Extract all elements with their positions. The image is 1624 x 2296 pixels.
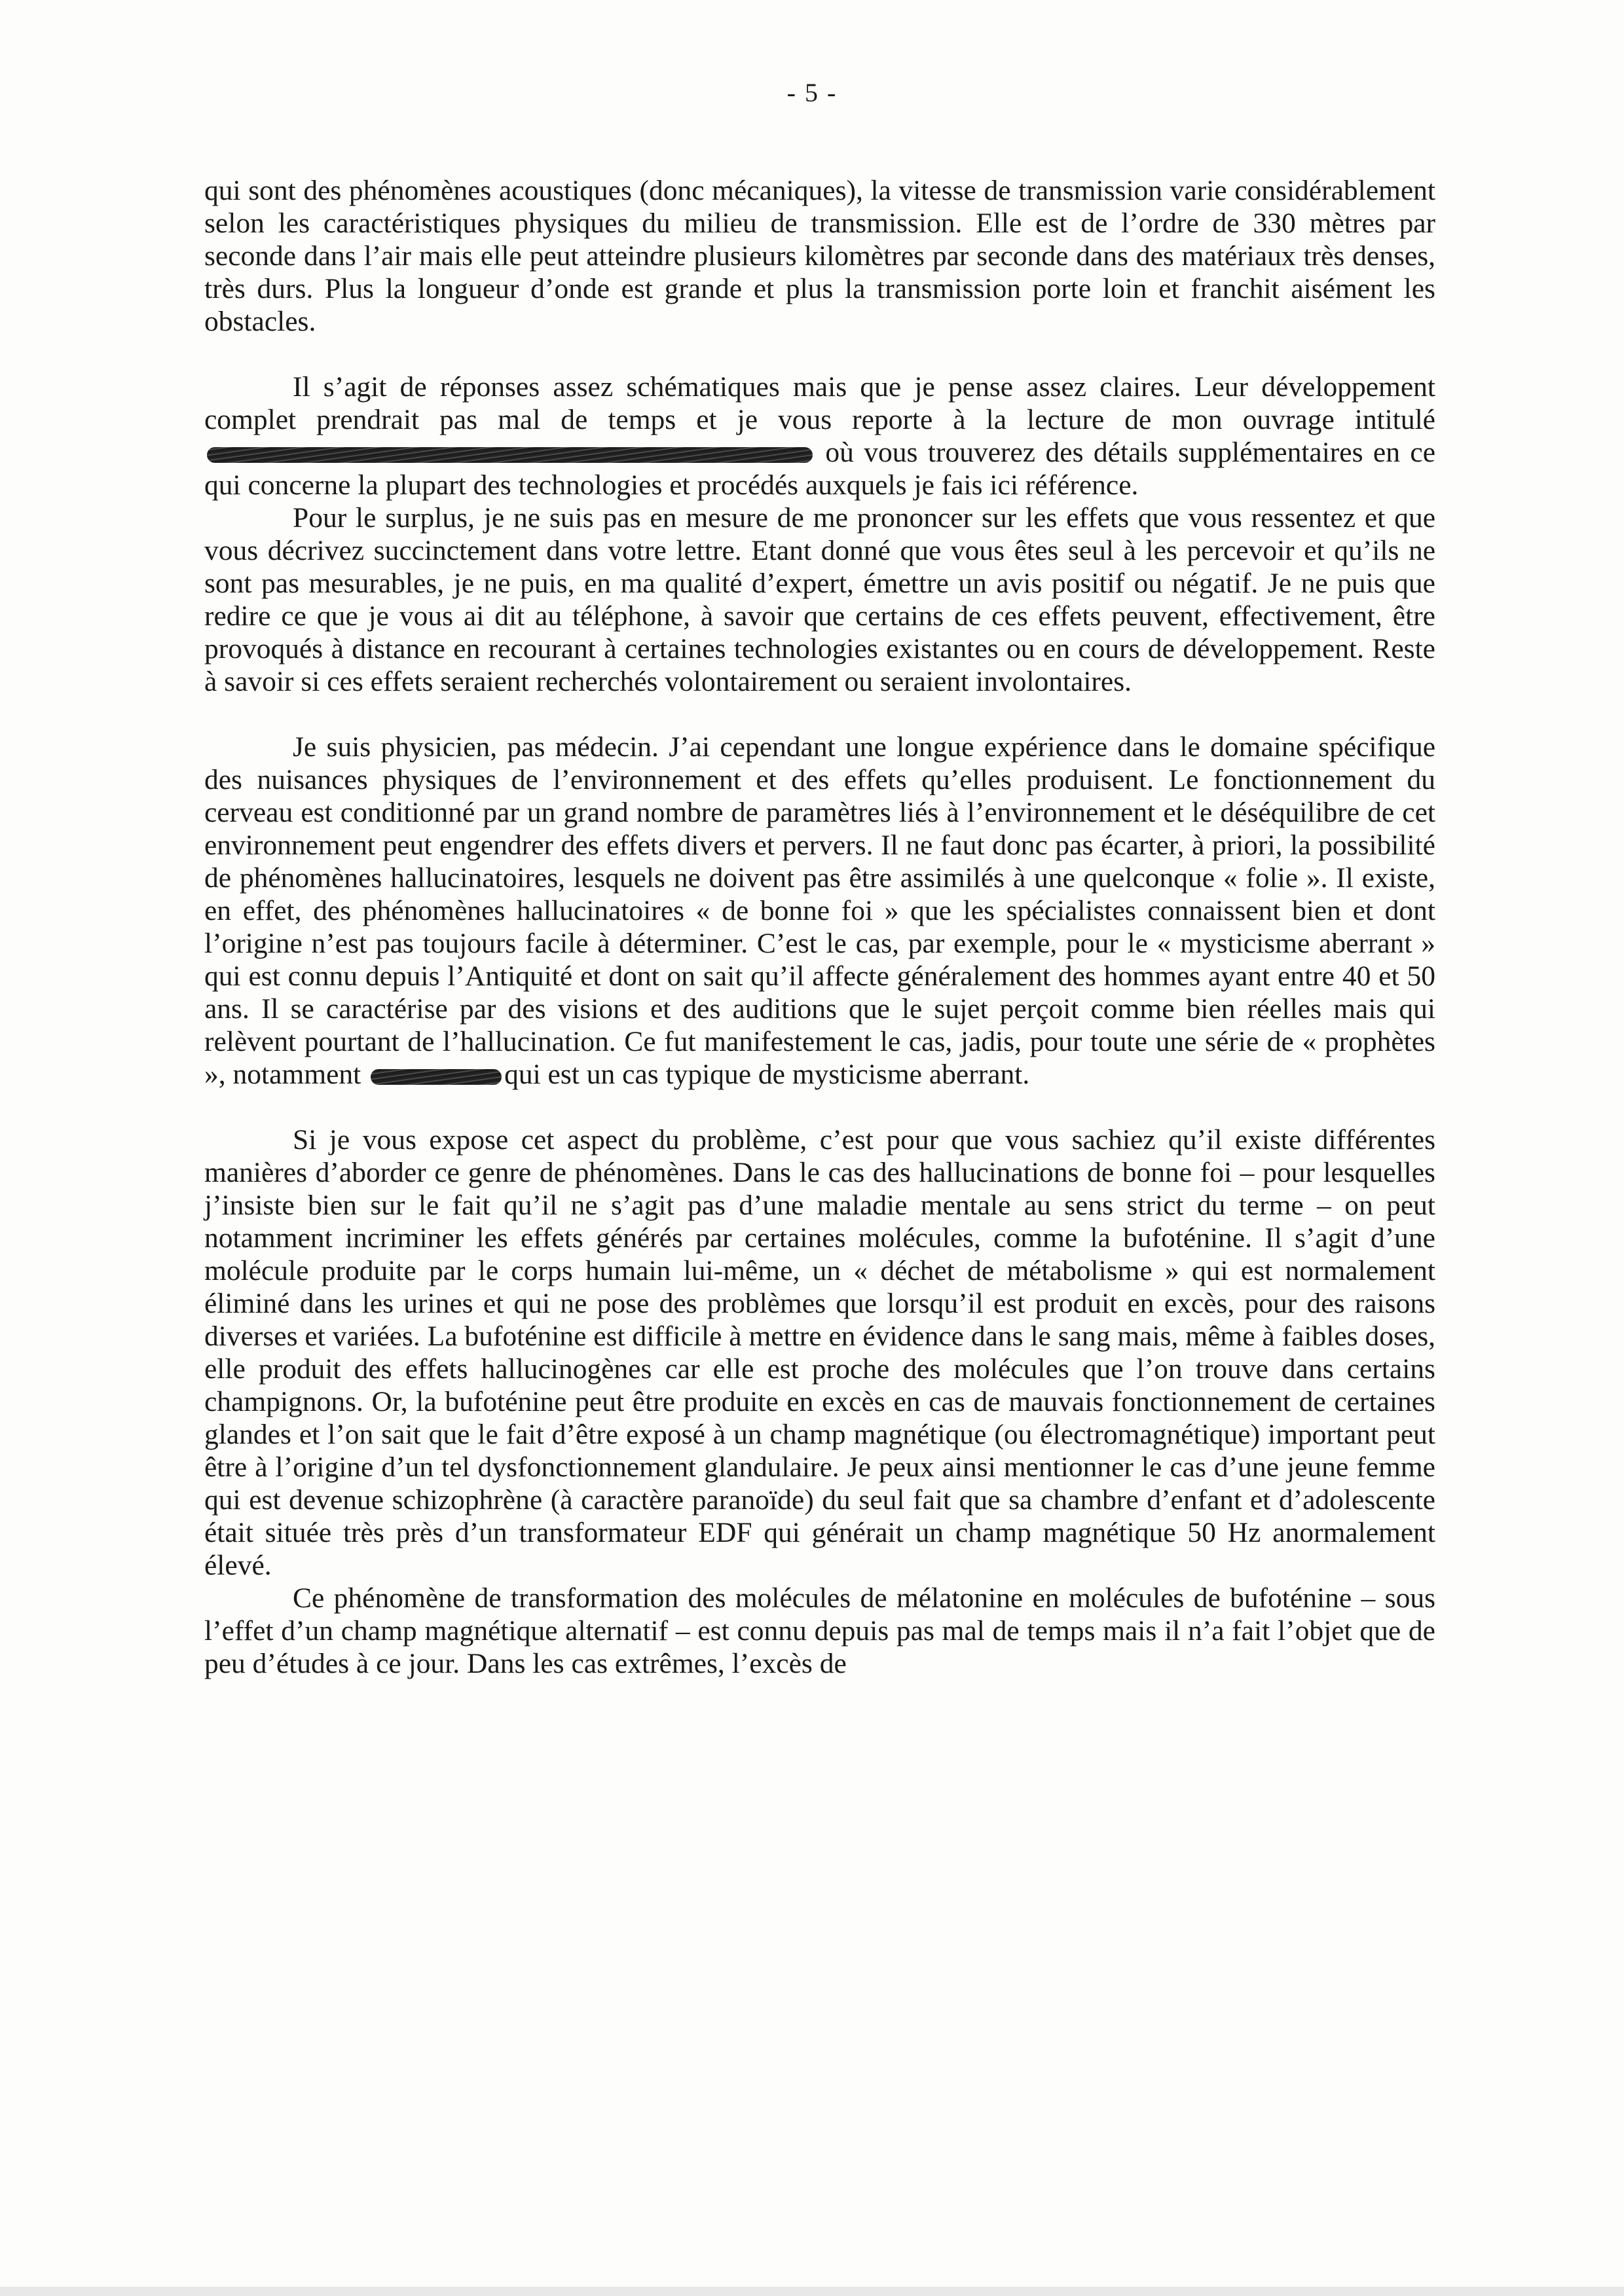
scan-bottom-edge xyxy=(0,2287,1624,2296)
letter-body xyxy=(204,174,1435,1680)
page-number: - 5 - xyxy=(786,78,838,107)
paragraph-4-after-redaction: qui est un cas typique de mysticisme aberrant. xyxy=(504,1059,1030,1090)
paragraph-2-after-redaction: où vous trouverez des détails supplémentaires en ce qui concerne la plupart des technologies et procédés auxquels je fais ici référence. xyxy=(204,437,1436,501)
paragraph-4 xyxy=(204,731,1435,1091)
paragraph-2 xyxy=(204,371,1435,501)
paragraph-4-before-redaction: Je suis physicien, pas médecin. J’ai cependant une longue expérience dans le domaine spécifique des nuisances physiques de l’environnement et des effets qu’elles produisent. Le fonctionnement du cerveau est conditionné par un grand nombre de paramètres liés à l’environnement et le déséquilibre de cet environnement peut engendrer des effets divers et pervers. Il ne faut donc pas écarter, à priori, la possibilité de phénomènes hallucinatoires, lesquels ne doivent pas être assimilés à une quelconque « folie ». Il existe, en effet, des phénomènes hallucinatoires « de bonne foi » que les spécialistes connaissent bien et dont l’origine n’est pas toujours facile à déterminer. C’est le cas, par exemple, pour le « mysticisme aberrant » qui est connu depuis l’Antiquité et dont on sait qu’il affecte généralement des hommes ayant entre 40 et 50 ans. Il se caractérise par des visions et des auditions que le sujet perçoit comme bien réelles mais qui relèvent pourtant de l’hallucination. Ce fut manifestement le cas, jadis, pour toute une série de « prophètes », notamment xyxy=(204,731,1435,1090)
paragraph-3: Pour le surplus, je ne suis pas en mesure de me prononcer sur les effets que vous ressentez et que vous décrivez succinctement dans votre lettre. Etant donné que vous êtes seul à les percevoir et qu’ils ne sont pas mesurables, je ne puis, en ma qualité d’expert, émettre un avis positif ou négatif. Je ne puis que redire ce que je vous ai dit au téléphone, à savoir que certains de ces effets peuvent, effectivement, être provoqués à distance en recourant à certaines technologies existantes ou en cours de développement. Reste à savoir si ces effets seraient recherchés volontairement ou seraient involontaires. xyxy=(204,502,1435,697)
paragraph-6: Ce phénomène de transformation des molécules de mélatonine en molécules de bufoténine – sous l’effet d’un champ magnétique alternatif – est connu depuis pas mal de temps mais il n’a fait l’objet que de peu d’études à ce jour. Dans les cas extrêmes, l’excès de xyxy=(204,1582,1435,1679)
paragraph-2-before-redaction: Il s’agit de réponses assez schématiques mais que je pense assez claires. Leur développement complet prendrait pas mal de temps et je vous reporte à la lecture de mon ouvrage intitulé xyxy=(204,371,1435,435)
redaction-mark-book-title xyxy=(207,447,813,463)
paragraph-5: Si je vous expose cet aspect du problème, c’est pour que vous sachiez qu’il existe différentes manières d’aborder ce genre de phénomènes. Dans le cas des hallucinations de bonne foi – pour lesquelles j’insiste bien sur le fait qu’il ne s’agit pas d’une maladie mentale au sens strict du terme – on peut notamment incriminer les effets générés par certaines molécules, comme la bufoténine. Il s’agit d’une molécule produite par le corps humain lui-même, un « déchet de métabolisme » qui est normalement éliminé dans les urines et qui ne pose des problèmes que lorsqu’il est produit en excès, pour des raisons diverses et variées. La bufoténine est difficile à mettre en évidence dans le sang mais, même à faibles doses, elle produit des effets hallucinogènes car elle est proche des molécules que l’on trouve dans certains champignons. Or, la bufoténine peut être produite en excès en cas de mauvais fonctionnement de certaines glandes et l’on sait que le fait d’être exposé à un champ magnétique (ou électromagnétique) important peut être à l’origine d’un tel dysfonctionnement glandulaire. Je peux ainsi mentionner le cas d’une jeune femme qui est devenue schizophrène (à caractère paranoïde) du seul fait que sa chambre d’enfant et d’adolescente était située très près d’un transformateur EDF qui générait un champ magnétique 50 Hz anormalement élevé. xyxy=(204,1124,1435,1581)
redaction-mark-name xyxy=(371,1069,502,1085)
paragraph-1: qui sont des phénomènes acoustiques (donc mécaniques), la vitesse de transmission varie considérablement selon les caractéristiques physiques du milieu de transmission. Elle est de l’ordre de 330 mètres par seconde dans l’air mais elle peut atteindre plusieurs kilomètres par seconde dans des matériaux très denses, très durs. Plus la longueur d’onde est grande et plus la transmission porte loin et franchit aisément les obstacles. xyxy=(204,175,1435,337)
